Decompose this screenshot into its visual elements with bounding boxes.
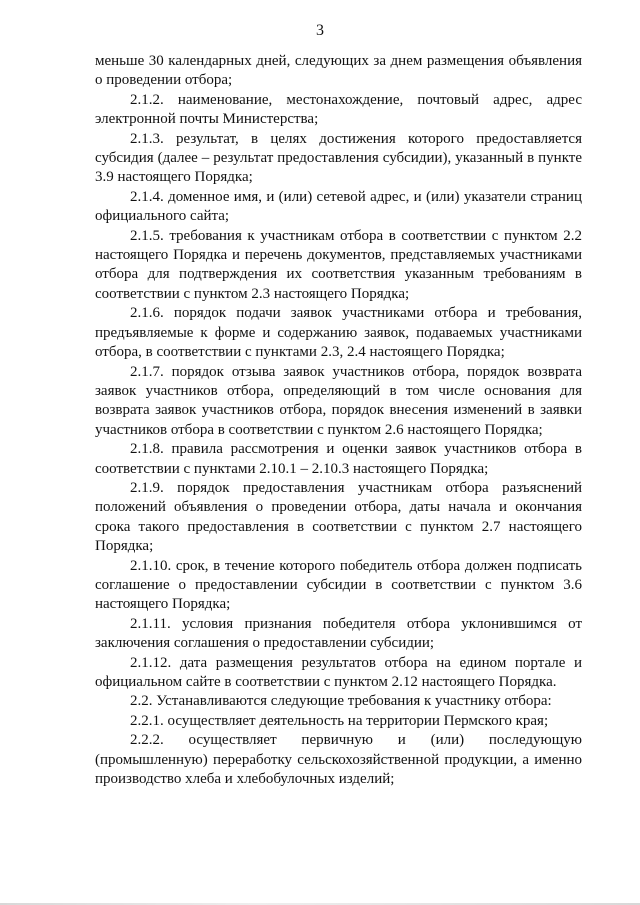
document-body <box>95 52 582 789</box>
paragraph-2-2: 2.2. Устанавливаются следующие требования к участнику отбора: <box>130 693 552 710</box>
paragraph-2-1-5: 2.1.5. требования к участникам отбора в соответствии с пунктом 2.2 настоящего Порядка и перечень документов, представляемых участниками отбора для подтверждения их соответствия указанным требованиям в соответствии с пунктом 2.3 настоящего Порядка; <box>95 227 582 302</box>
paragraph-2-1-9: 2.1.9. порядок предоставления участникам отбора разъяснений положений объявления о проведении отбора, даты начала и окончания срока такого предоставления в соответствии с пунктом 2.7 настоящего Порядка; <box>95 479 582 555</box>
paragraph-2-2-2: 2.2.2. осуществляет первичную и (или) последующую (промышленную) переработку сельскохозяйственной продукции, а именно производство хлеба и хлебобулочных изделий; <box>95 732 582 788</box>
paragraph-2-1-2: 2.1.2. наименование, местонахождение, почтовый адрес, адрес электронной почты Министерства; <box>95 91 582 128</box>
paragraph-2-1-8: 2.1.8. правила рассмотрения и оценки заявок участников отбора в соответствии с пунктами 2.10.1 – 2.10.3 настоящего Порядка; <box>95 441 582 477</box>
paragraph-2-1-7: 2.1.7. порядок отзыва заявок участников отбора, порядок возврата заявок участников отбора, определяющий в том числе основания для возврата заявок участников отбора, порядок внесения изменений в заявки участников отбора в соответствии с пунктом 2.6 настоящего Порядка; <box>95 363 582 438</box>
paragraph-2-1-3: 2.1.3. результат, в целях достижения которого предоставляется субсидия (далее – результат предоставления субсидии), указанный в пункте 3.9 настоящего Порядка; <box>95 130 582 186</box>
paragraph-2-1-4: 2.1.4. доменное имя, и (или) сетевой адрес, и (или) указатели страниц официального сайта; <box>95 188 582 225</box>
paragraph-2-1-10: 2.1.10. срок, в течение которого победитель отбора должен подписать соглашение о предоставлении субсидии в соответствии с пунктом 3.6 настоящего Порядка; <box>95 557 582 613</box>
page-number: 3 <box>316 22 324 39</box>
paragraph-2-2-1: 2.2.1. осуществляет деятельность на территории Пермского края; <box>130 712 549 729</box>
paragraph-2-1-6: 2.1.6. порядок подачи заявок участниками отбора и требования, предъявляемые к форме и содержанию заявок, подаваемых участниками отбора, в соответствии с пунктами 2.3, 2.4 настоящего Порядка; <box>95 305 582 361</box>
paragraph-2-1-12: 2.1.12. дата размещения результатов отбора на едином портале и официальном сайте в соответствии с пунктом 2.12 настоящего Порядка. <box>95 654 582 690</box>
paragraph-continuation: меньше 30 календарных дней, следующих за днем размещения объявления о проведении отбора; <box>95 53 582 89</box>
paragraph-2-1-11: 2.1.11. условия признания победителя отбора уклонившимся от заключения соглашения о предоставлении субсидии; <box>95 615 582 652</box>
